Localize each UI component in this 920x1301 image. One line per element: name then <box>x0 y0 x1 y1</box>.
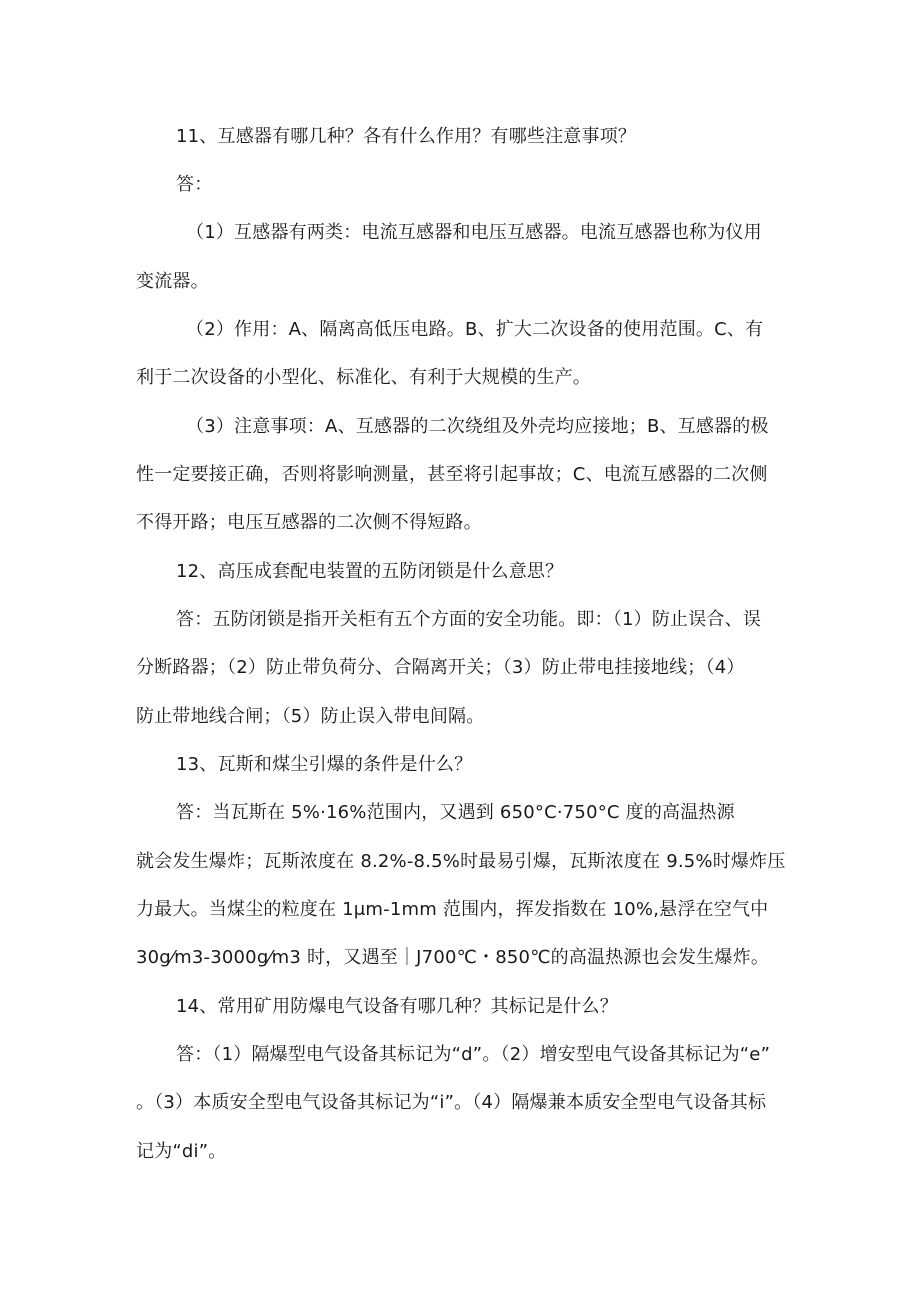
answer-11-label: 答： <box>176 174 213 195</box>
answer-13-line-3: 力最大。当煤尘的粒度在 1μm-1mm 范围内，挥发指数在 10%,悬浮在空气中 <box>136 899 769 920</box>
question-12-heading: 12、高压成套配电装置的五防闭锁是什么意思？ <box>176 561 564 582</box>
answer-14-line-2: 。（3）本质安全型电气设备其标记为“i”。（4）隔爆兼本质安全型电气设备其标 <box>136 1092 767 1113</box>
answer-13-line-1: 答：当瓦斯在 5%·16%范围内，又遇到 650°C·750°C 度的高温热源 <box>176 802 735 823</box>
answer-13-line-2: 就会发生爆炸；瓦斯浓度在 8.2%-8.5%时最易引爆，瓦斯浓度在 9.5%时爆炸压 <box>136 851 786 872</box>
answer-12-line-3: 防止带地线合闸；（5）防止误入带电间隔。 <box>136 706 485 727</box>
question-11-heading: 11、互感器有哪几种？各有什么作用？有哪些注意事项？ <box>176 126 637 147</box>
question-14-heading: 14、常用矿用防爆电气设备有哪几种？其标记是什么？ <box>176 996 618 1017</box>
question-13-heading: 13、瓦斯和煤尘引爆的条件是什么？ <box>176 754 473 775</box>
answer-11-point-3-line-1: （3）注意事项：A、互感器的二次绕组及外壳均应接地；B、互感器的极 <box>186 416 769 437</box>
answer-12-line-1: 答：五防闭锁是指开关柜有五个方面的安全功能。即：（1）防止误合、误 <box>176 609 762 630</box>
answer-11-point-3-line-2: 性一定要接正确，否则将影响测量，甚至将引起事故；C、电流互感器的二次侧 <box>136 464 768 485</box>
answer-11-point-2-line-1: （2）作用：A、隔离高低压电路。B、扩大二次设备的使用范围。C、有 <box>186 319 764 340</box>
answer-12-line-2: 分断路器；（2）防止带负荷分、合隔离开关；（3）防止带电挂接地线；（4） <box>136 657 745 678</box>
answer-13-line-4: 30g⁄m3-3000g⁄m3 时，又遇至｜J700℃・850℃的高温热源也会发生爆炸。 <box>136 947 770 968</box>
answer-11-point-2-line-2: 利于二次设备的小型化、标准化、有利于大规模的生产。 <box>136 367 591 388</box>
answer-11-point-1-line-1: （1）互感器有两类：电流互感器和电压互感器。电流互感器也称为仪用 <box>186 222 762 243</box>
answer-11-point-3-line-3: 不得开路；电压互感器的二次侧不得短路。 <box>136 512 482 533</box>
answer-14-line-3: 记为“di”。 <box>136 1141 227 1162</box>
answer-11-point-1-line-2: 变流器。 <box>136 271 209 292</box>
answer-14-line-1: 答：（1）隔爆型电气设备其标记为“d”。（2）增安型电气设备其标记为“e” <box>176 1044 771 1065</box>
